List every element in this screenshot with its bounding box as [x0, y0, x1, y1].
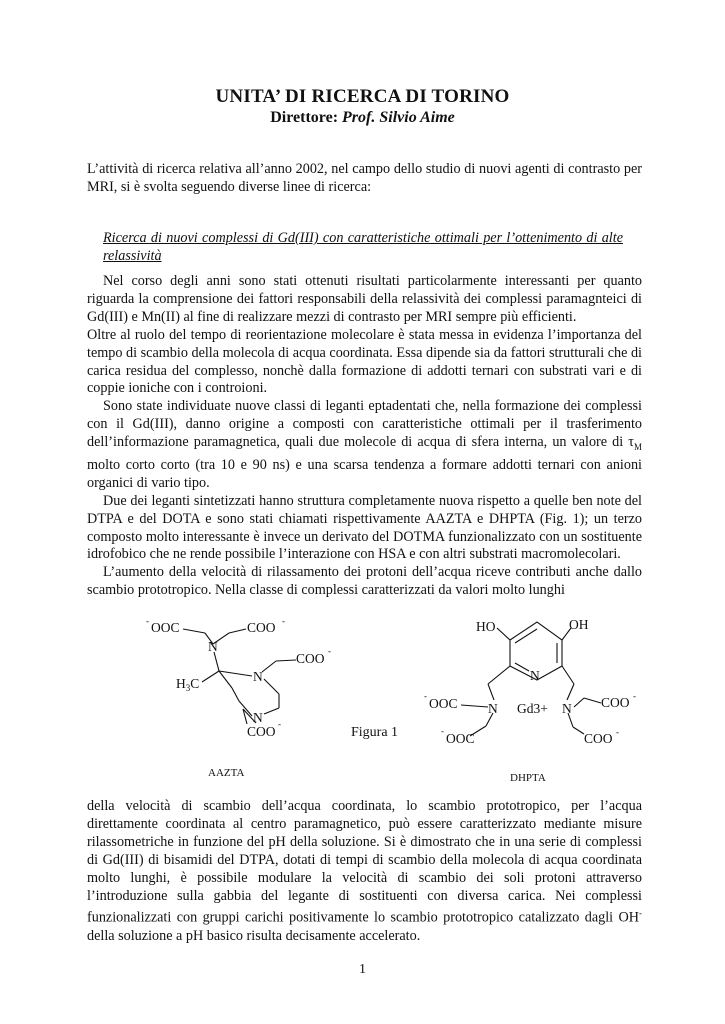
figure-caption: Figura 1 — [351, 725, 399, 740]
section-title: Ricerca di nuovi complessi di Gd(III) con caratteristiche ottimali per l’ottenimento di alte relassività — [103, 230, 623, 264]
hydroxyl-label: HO — [476, 619, 496, 634]
carboxylate-label: COO — [247, 620, 276, 635]
carboxylate-label: COO — [247, 724, 276, 739]
nitrogen-label: N — [253, 669, 263, 684]
charge-minus: - — [633, 691, 636, 701]
paragraph: Due dei leganti sintetizzati hanno struttura completamente nuova rispetto a quelle ben note del DTPA e del DOTA e sono stati chiamati rispettivamente AAZTA e DHPTA (Fig. 1); un terzo composto molto interessante è invece un derivato del DOTMA funzionalizzato con un sostituente idrofobico che ne rende possibile l’interazione con HSA e con altri substrati macromolecolari. — [87, 492, 642, 563]
nitrogen-label: N — [253, 710, 263, 725]
aazta-structure — [183, 629, 296, 724]
page-title: UNITA’ DI RICERCA DI TORINO — [215, 86, 510, 107]
carboxylate-label: COO — [584, 731, 613, 746]
dhpta-name: DHPTA — [510, 772, 546, 784]
superscript-minus: - — [639, 908, 642, 919]
gadolinium-label: Gd3+ — [517, 701, 548, 716]
charge-minus: - — [441, 726, 444, 736]
charge-minus: - — [328, 646, 331, 656]
carboxylate-label: OOC — [151, 620, 180, 635]
paragraph — [87, 798, 642, 946]
tau-subscript: M — [633, 441, 642, 452]
charge-minus: - — [282, 616, 285, 626]
methyl-label — [176, 676, 199, 693]
intro-paragraph: L’attività di ricerca relativa all’anno 2002, nel campo dello studio di nuovi agenti di contrasto per MRI, si è svolta seguendo diverse linee di ricerca: — [87, 161, 642, 195]
carboxylate-label: COO — [296, 651, 325, 666]
paragraph: L’aumento della velocità di rilassamento dei protoni dell’acqua riceve contributi anche dallo scambio prototropico. Nella classe di complessi caratterizzati da valori molto lunghi — [87, 564, 642, 599]
nitrogen-label: N — [208, 639, 218, 654]
methyl-c: C — [190, 676, 200, 691]
pyridine-nitrogen-label: N — [530, 668, 540, 683]
charge-minus: - — [278, 719, 281, 729]
carboxylate-label: OOC — [446, 731, 475, 746]
director-name: Prof. Silvio Aime — [342, 109, 455, 126]
director-label: Direttore: — [270, 109, 339, 126]
text-span: Sono state individuate nuove classi di leganti eptadentati che, nella formazione dei complessi con il Gd(III), danno origine a composti con caratteristiche ottimali per il trasferimento dell’informazione paramagnetica, quali due molecole di acqua di sfera interna, un valore di — [87, 398, 642, 451]
carboxylate-label: OOC — [429, 696, 458, 711]
nitrogen-label: N — [562, 701, 572, 716]
text-span: molto corto corto (tra 10 e 90 ns) e una scarsa tendenza a formare addotti ternari con anioni organici di vario tipo. — [87, 456, 642, 491]
carboxylate-label: COO — [601, 695, 630, 710]
hydroxyl-label: OH — [569, 617, 589, 632]
paragraph: Oltre al ruolo del tempo di reorientazione molecolare è stata messa in evidenza l’importanza del tempo di scambio della molecola di acqua coordinata. Essa dipende sia da fattori strutturali che di carica residua del complesso, nonchè dalla formazione di addotti ternari con substrati vari e di coppie ioniche con i controioni. — [87, 326, 642, 397]
methyl-h: H — [176, 676, 186, 691]
tau-symbol: τ — [628, 434, 634, 451]
nitrogen-label: N — [488, 701, 498, 716]
charge-minus: - — [616, 727, 619, 737]
aazta-name: AAZTA — [208, 767, 245, 779]
body-text-lower — [87, 798, 642, 946]
text-span: della velocità di scambio dell’acqua coordinata, lo scambio prototropico, per l’acqua direttamente coordinata al centro paramagnetico, può essere caratterizzato mediante misure rilassometriche in funzione del pH della soluzione. Si è dimostrato che in una serie di complessi di Gd(III) di bisamidi del DTPA, dotati di tempi di scambio della molecola di acqua coordinata molto lunghi, è possibile modulare la velocità di scambio dei soli protoni attraverso l’introduzione sulla gabbia del legante di sostituenti con diversa carica. Nei complessi funzionalizzati con gruppi carichi positivamente lo scambio prototropico catalizzato dagli OH — [87, 798, 642, 927]
charge-minus: - — [424, 691, 427, 701]
paragraph: Nel corso degli anni sono stati ottenuti risultati particolarmente interessanti per quanto riguarda la comprensione dei fattori responsabili della relassività dei complessi paramagnteici di Gd(III) e Mn(II) al fine di realizzare mezzi di contrasto per MRI sempre più efficienti. — [87, 273, 642, 325]
methyl-subscript: 3 — [185, 683, 191, 693]
text-span: della soluzione a pH basico risulta decisamente accelerato. — [87, 928, 421, 945]
page-number: 1 — [359, 962, 366, 977]
charge-minus: - — [146, 616, 149, 626]
